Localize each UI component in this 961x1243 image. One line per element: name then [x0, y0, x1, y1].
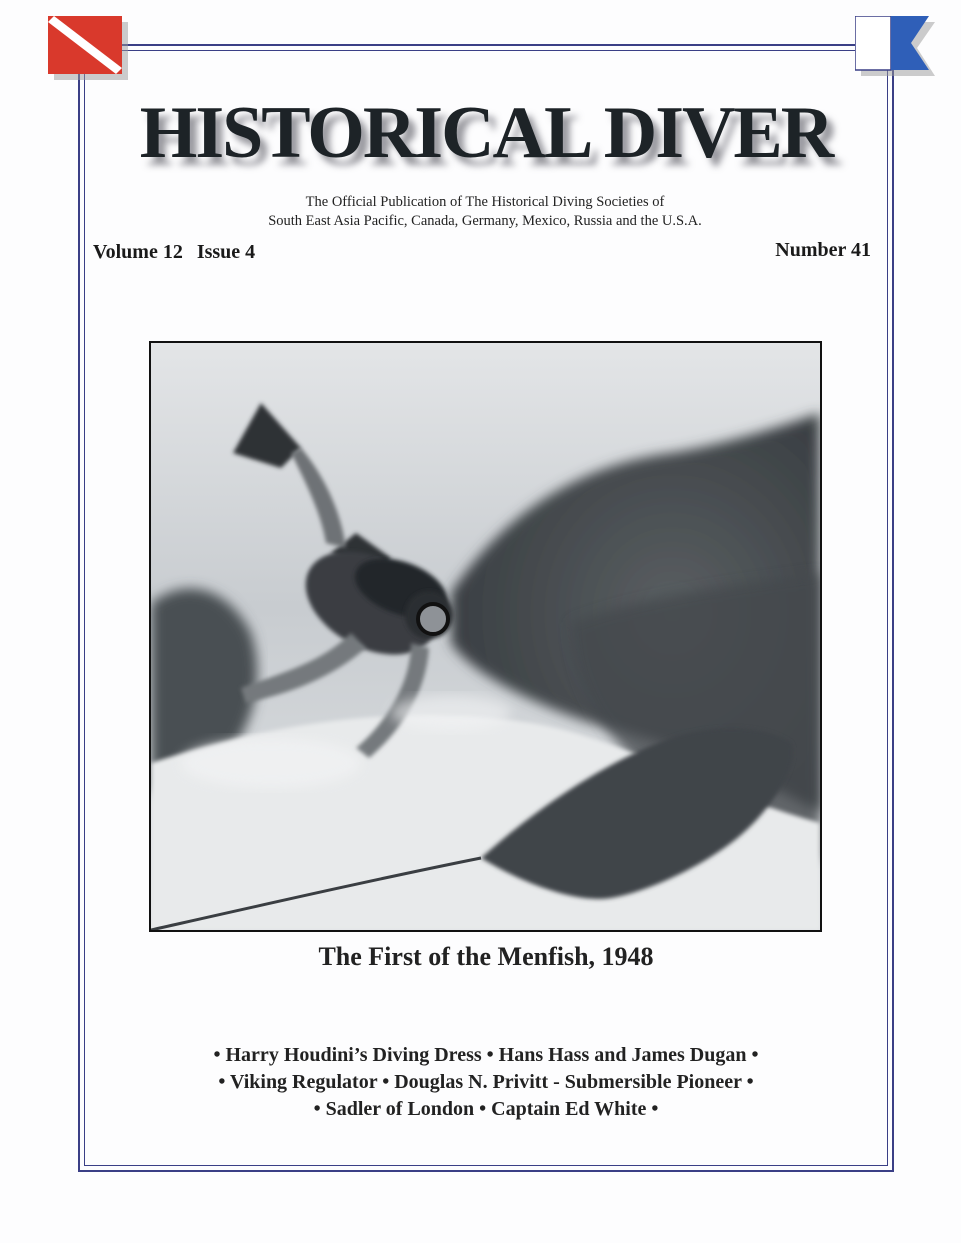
- cover-photo-illustration: [151, 343, 820, 930]
- volume-label: Volume 12: [93, 241, 183, 263]
- issue-label: Issue 4: [196, 241, 256, 263]
- issue-number: Number 41: [775, 239, 871, 261]
- subtitle-line-1: The Official Publication of The Historical Diving Societies of: [305, 194, 665, 210]
- cover-photo: [149, 341, 822, 932]
- subtitle-line-2: South East Asia Pacific, Canada, Germany, Mexico, Russia and the U.S.A.: [268, 213, 702, 229]
- contents-line-1: • Harry Houdini’s Diving Dress • Hans Hass and James Dugan •: [213, 1044, 759, 1066]
- publication-subtitle: [180, 193, 790, 231]
- alpha-flag-icon: [855, 16, 935, 76]
- contents-line-2: • Viking Regulator • Douglas N. Privitt - Submersible Pioneer •: [218, 1071, 754, 1093]
- magazine-title: HISTORICAL DIVER: [139, 92, 833, 174]
- volume-issue: [93, 241, 255, 264]
- cover-photo-caption: The First of the Menfish, 1948: [318, 942, 654, 971]
- diver-down-flag-icon: [48, 16, 128, 80]
- contents-list: [110, 1042, 862, 1123]
- contents-line-3: • Sadler of London • Captain Ed White •: [313, 1098, 659, 1120]
